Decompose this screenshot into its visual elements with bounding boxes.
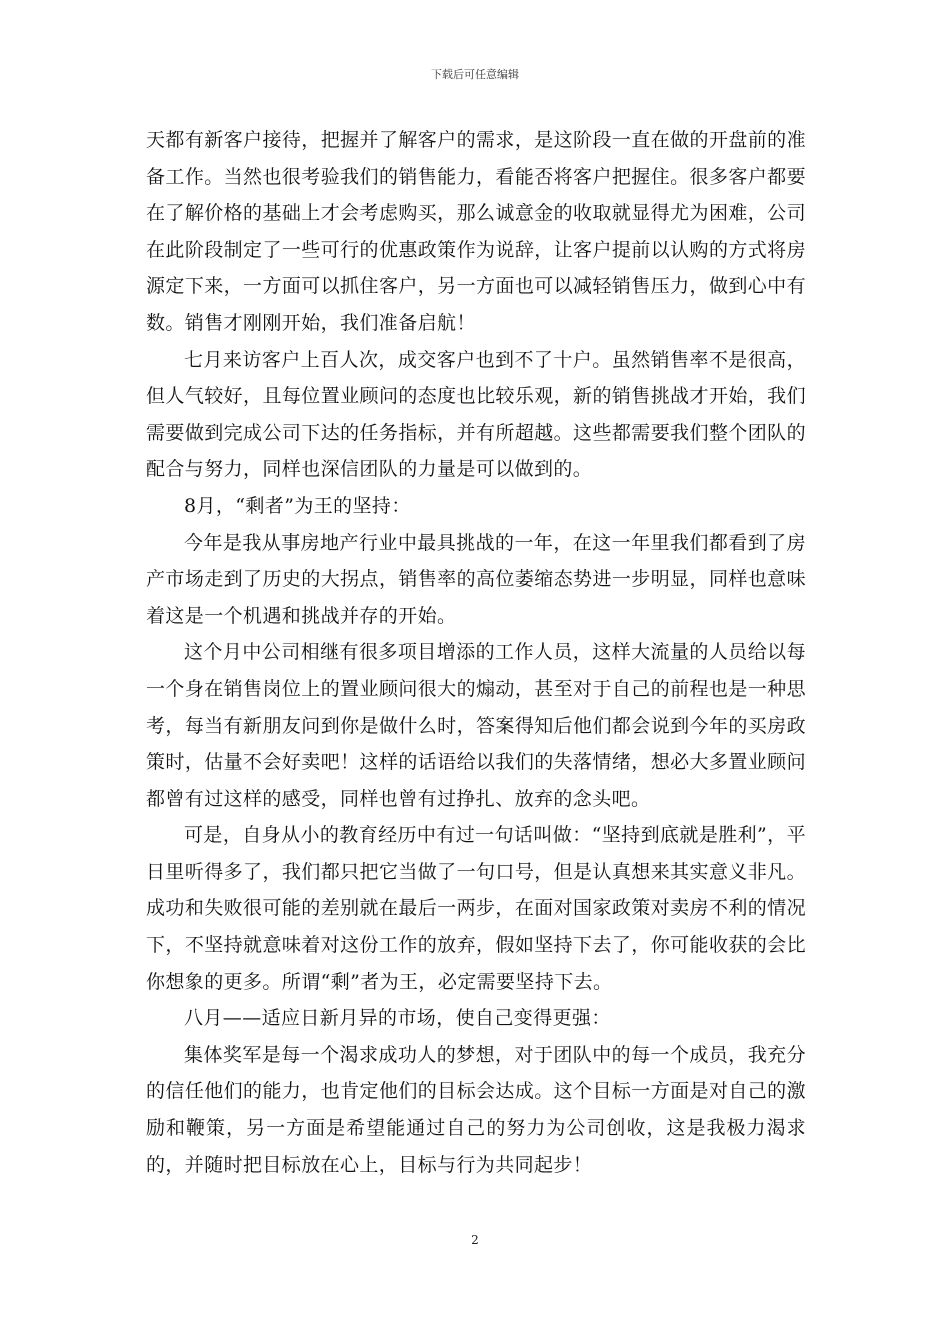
paragraph: 集体奖军是每一个渴求成功人的梦想，对于团队中的每一个成员，我充分的信任他们的能力，也肯定他们的目标会达成。这个目标一方面是对自己的激励和鞭策，另一方面是希望能通过自己的努力为公司创收，这是我极力渴求的，并随时把目标放在心上，目标与行为共同起步！ <box>146 1043 806 1176</box>
paragraph: 可是，自身从小的教育经历中有过一句话叫做：“坚持到底就是胜利”，平日里听得多了，我们都只把它当做了一句口号，但是认真想来其实意义非凡。成功和失败很可能的差别就在最后一两步，在面对国家政策对卖房不利的情况下，不坚持就意味着对这份工作的放弃，假如坚持下去了，你可能收获的会比你想象的更多。所谓“剩”者为王，必定需要坚持下去。 <box>146 824 806 993</box>
paragraph: 今年是我从事房地产行业中最具挑战的一年，在这一年里我们都看到了房产市场走到了历史的大拐点，销售率的高位萎缩态势进一步明显，同样也意味着这是一个机遇和挑战并存的开始。 <box>146 531 806 627</box>
section-heading-august-adapt: 八月——适应日新月异的市场，使自己变得更强： <box>184 1007 611 1030</box>
page-number: 2 <box>471 1233 479 1247</box>
paragraph: 七月来访客户上百人次，成交客户也到不了十户。虽然销售率不是很高，但人气较好，且每位置业顾问的态度也比较乐观，新的销售挑战才开始，我们需要做到完成公司下达的任务指标，并有所超越。这些都需要我们整个团队的配合与努力，同样也深信团队的力量是可以做到的。 <box>146 348 806 481</box>
page-header: 下载后可任意编辑 <box>431 68 519 81</box>
paragraph: 这个月中公司相继有很多项目增添的工作人员，这样大流量的人员给以每一个身在销售岗位上的置业顾问很大的煽动，甚至对于自己的前程也是一种思考，每当有新朋友问到你是做什么时，答案得知后他们都会说到今年的买房政策时，估量不会好卖吧！这样的话语给以我们的失落情绪，想必大多置业顾问都曾有过这样的感受，同样也曾有过挣扎、放弃的念头吧。 <box>146 641 806 810</box>
document-body <box>146 122 806 1183</box>
paragraph-continuation: 天都有新客户接待，把握并了解客户的需求，是这阶段一直在做的开盘前的准备工作。当然也很考验我们的销售能力，看能否将客户把握住。很多客户都要在了解价格的基础上才会考虑购买，那么诚意金的收取就显得尤为困难，公司在此阶段制定了一些可行的优惠政策作为说辞，让客户提前以认购的方式将房源定下来，一方面可以抓住客户，另一方面也可以减轻销售压力，做到心中有数。销售才刚刚开始，我们准备启航！ <box>146 129 806 334</box>
section-heading-august-persistence: 8月，“剩者”为王的坚持： <box>184 494 411 517</box>
